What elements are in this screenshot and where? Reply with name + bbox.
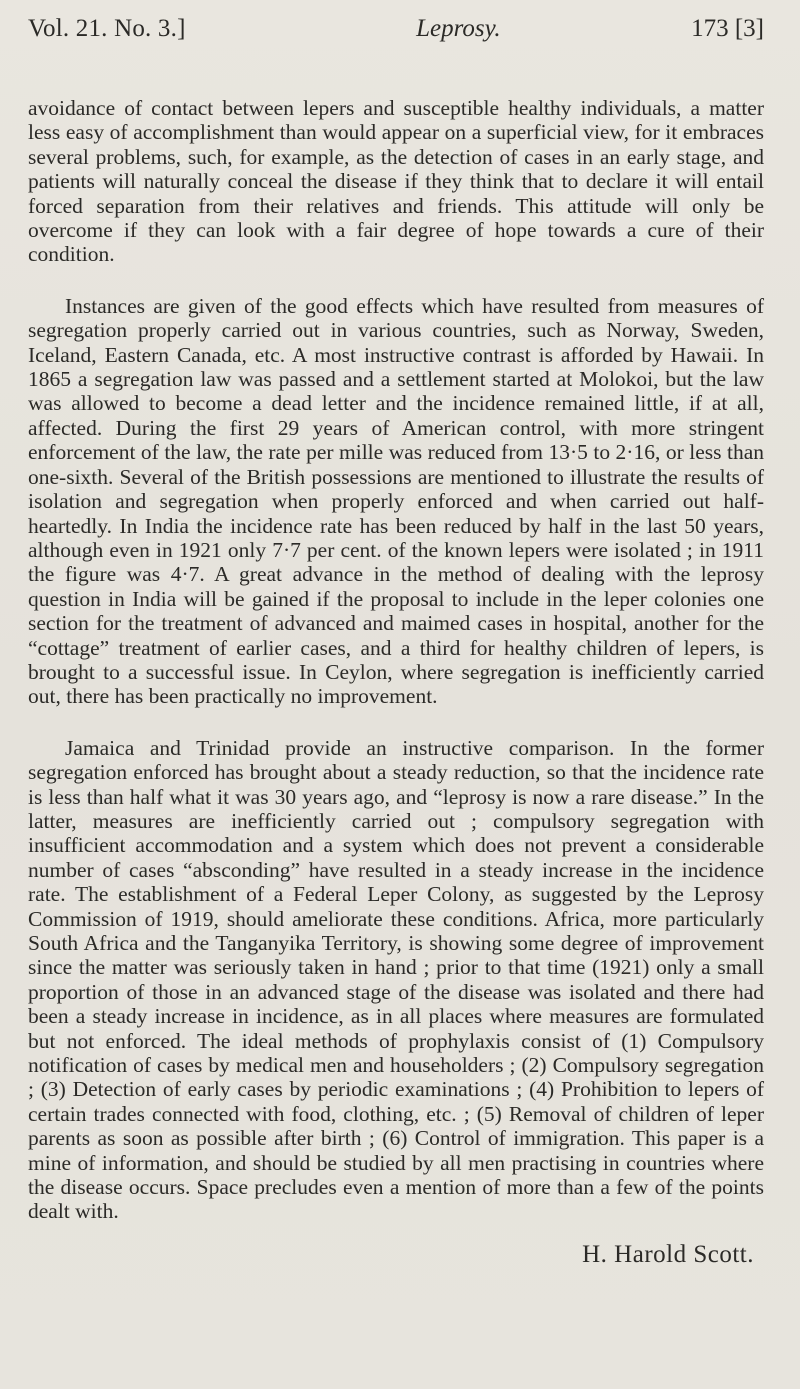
paragraph-3: Jamaica and Trinidad provide an instructive comparison. In the former segregation enforced has brought about a steady reduction, so that the incidence rate is less than half what it was 30 years ago, and “leprosy is now a rare disease.” In the latter, measures are inefficiently carried out ; compulsory segregation with insufficient accommodation and a system which does not prevent a considerable number of cases “absconding” have resulted in a steady increase in the incidence rate. The establishment of a Federal Leper Colony, as suggested by the Leprosy Commission of 1919, should ameliorate these conditions. Africa, more particularly South Africa and the Tanganyika Territory, is showing some degree of improvement since the matter was seriously taken in hand ; prior to that time (1921) only a small proportion of those in an advanced stage of the disease was isolated and there had been a steady increase in incidence, as in all places where measures are formulated but not enforced. The ideal methods of prophylaxis consist of (1) Compulsory notification of cases by medical men and householders ; (2) Compulsory segregation ; (3) Detection of early cases by periodic examinations ; (4) Prohibition to lepers of certain trades connected with food, clothing, etc. ; (5) Removal of children of leper parents as soon as possible after birth ; (6) Control of immigration. This paper is a mine of information, and should be studied by all men practising in countries where the disease occurs. Space precludes even a mention of more than a few of the points dealt with. <box>28 735 764 1224</box>
section-title: Leprosy. <box>416 15 501 42</box>
paragraph-2: Instances are given of the good effects which have resulted from measures of segregation properly carried out in various countries, such as Norway, Sweden, Iceland, Eastern Canada, etc. A most instructive contrast is afforded by Hawaii. In 1865 a segregation law was passed and a settlement started at Molokoi, but the law was allowed to become a dead letter and the incidence remained little, if at all, affected. During the first 29 years of American control, with more stringent enforcement of the law, the rate per mille was reduced from 13·5 to 2·16, or less than one-sixth. Several of the British possessions are mentioned to illustrate the results of isolation and segregation when properly enforced and when carried out half-heartedly. In India the incidence rate has been reduced by half in the last 50 years, although even in 1921 only 7·7 per cent. of the known lepers were isolated ; in 1911 the figure was 4·7. A great advance in the method of dealing with the leprosy question in India will be gained if the proposal to include in the leper colonies one section for the treatment of advanced and maimed cases in hospital, another for the “cottage” treatment of earlier cases, and a third for healthy children of lepers, is brought to a successful issue. In Ceylon, where segregation is inefficiently carried out, there has been practically no improvement. <box>28 293 764 709</box>
article-body <box>28 96 764 1224</box>
running-header <box>28 14 764 44</box>
volume-issue: Vol. 21. No. 3.] <box>28 15 186 42</box>
paragraph-1: avoidance of contact between lepers and susceptible healthy individuals, a matter less easy of accomplishment than would appear on a superficial view, for it embraces several problems, such, for example, as the detection of cases in an early stage, and patients will naturally conceal the disease if they think that to declare it will entail forced separation from their relatives and friends. This attitude will only be overcome if they can look with a fair degree of hope towards a cure of their condition. <box>28 96 764 267</box>
page-number: 173 [3] <box>691 15 764 42</box>
author-signature: H. Harold Scott. <box>582 1240 754 1268</box>
